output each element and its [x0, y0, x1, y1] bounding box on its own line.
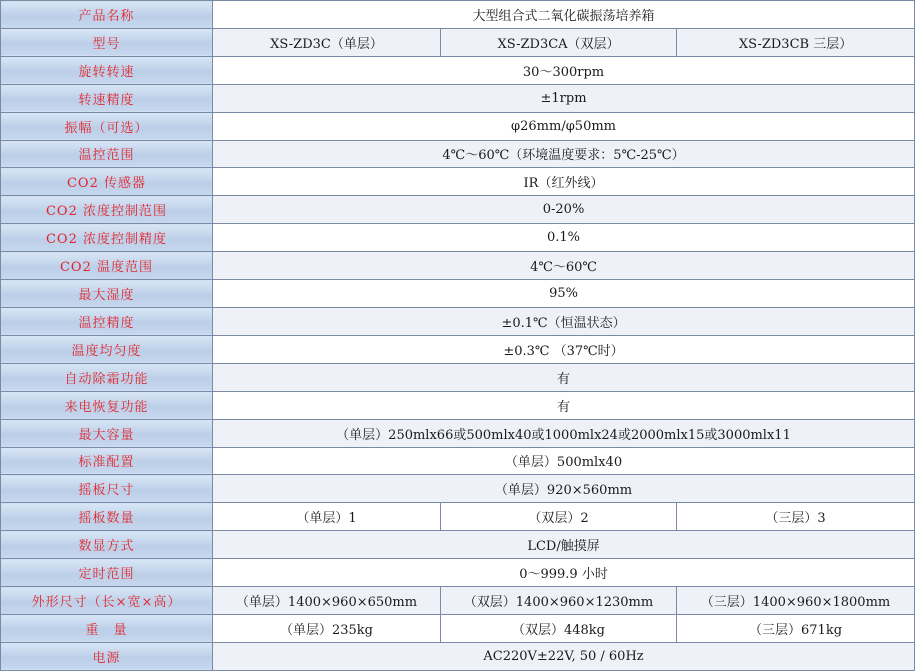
spec-row: [1, 335, 915, 363]
spec-label: 摇板数量: [1, 503, 213, 531]
spec-label: 温度均匀度: [1, 335, 213, 363]
spec-value: （单层）500mlx40: [213, 447, 915, 475]
spec-value: （单层）1400×960×650mm: [213, 587, 441, 615]
spec-value: ±0.3℃ （37℃时）: [213, 335, 915, 363]
spec-label: 重 量: [1, 614, 213, 642]
spec-label: CO2 传感器: [1, 168, 213, 196]
spec-value: （单层）250mlx66或500mlx40或1000mlx24或2000mlx15或3000mlx11: [213, 419, 915, 447]
spec-row: [1, 531, 915, 559]
spec-row: [1, 140, 915, 168]
spec-label: 自动除霜功能: [1, 363, 213, 391]
spec-value: 0-20%: [213, 196, 915, 224]
spec-row: [1, 475, 915, 503]
spec-row: [1, 391, 915, 419]
spec-value: （双层）448kg: [441, 614, 677, 642]
spec-row: [1, 280, 915, 308]
spec-row: [1, 307, 915, 335]
spec-row: [1, 642, 915, 670]
spec-label: 温控精度: [1, 307, 213, 335]
spec-value: （三层）3: [677, 503, 915, 531]
spec-value: 4℃～60℃（环境温度要求：5℃-25℃）: [213, 140, 915, 168]
spec-row: [1, 28, 915, 56]
spec-label: 旋转转速: [1, 56, 213, 84]
spec-value: AC220V±22V, 50 / 60Hz: [213, 642, 915, 670]
spec-value: （三层）671kg: [677, 614, 915, 642]
spec-table-body: [1, 1, 915, 671]
spec-label: 型号: [1, 28, 213, 56]
spec-row: [1, 84, 915, 112]
spec-value: 30～300rpm: [213, 56, 915, 84]
spec-row: [1, 587, 915, 615]
spec-value: （三层）1400×960×1800mm: [677, 587, 915, 615]
spec-row: [1, 196, 915, 224]
spec-value: XS-ZD3C（单层）: [213, 28, 441, 56]
spec-label: 电源: [1, 642, 213, 670]
spec-label: 温控范围: [1, 140, 213, 168]
spec-value: IR（红外线）: [213, 168, 915, 196]
spec-value: 4℃～60℃: [213, 252, 915, 280]
spec-value: （双层）1400×960×1230mm: [441, 587, 677, 615]
spec-value: ±1rpm: [213, 84, 915, 112]
spec-value: 大型组合式二氧化碳振荡培养箱: [213, 1, 915, 29]
spec-label: 摇板尺寸: [1, 475, 213, 503]
spec-row: [1, 1, 915, 29]
spec-value: （单层）235kg: [213, 614, 441, 642]
spec-label: 转速精度: [1, 84, 213, 112]
spec-value: φ26mm/φ50mm: [213, 112, 915, 140]
spec-label: 来电恢复功能: [1, 391, 213, 419]
spec-label: 最大湿度: [1, 280, 213, 308]
spec-row: [1, 503, 915, 531]
spec-label: 数显方式: [1, 531, 213, 559]
spec-row: [1, 419, 915, 447]
spec-value: （单层）920×560mm: [213, 475, 915, 503]
spec-row: [1, 252, 915, 280]
spec-value: 有: [213, 391, 915, 419]
spec-value: XS-ZD3CA（双层）: [441, 28, 677, 56]
spec-label: 振幅（可选）: [1, 112, 213, 140]
spec-row: [1, 614, 915, 642]
spec-value: 0.1%: [213, 224, 915, 252]
spec-label: CO2 浓度控制精度: [1, 224, 213, 252]
spec-row: [1, 112, 915, 140]
spec-row: [1, 559, 915, 587]
spec-value: ±0.1℃（恒温状态）: [213, 307, 915, 335]
spec-label: 最大容量: [1, 419, 213, 447]
spec-value: LCD/触摸屏: [213, 531, 915, 559]
spec-row: [1, 447, 915, 475]
spec-row: [1, 224, 915, 252]
spec-value: XS-ZD3CB 三层）: [677, 28, 915, 56]
spec-label: 标准配置: [1, 447, 213, 475]
spec-row: [1, 168, 915, 196]
spec-label: 产品名称: [1, 1, 213, 29]
spec-value: 95%: [213, 280, 915, 308]
spec-value: （单层）1: [213, 503, 441, 531]
spec-label: CO2 浓度控制范围: [1, 196, 213, 224]
spec-label: 定时范围: [1, 559, 213, 587]
spec-label: 外形尺寸（长×宽×高）: [1, 587, 213, 615]
spec-label: CO2 温度范围: [1, 252, 213, 280]
spec-value: 有: [213, 363, 915, 391]
spec-value: （双层）2: [441, 503, 677, 531]
spec-value: 0～999.9 小时: [213, 559, 915, 587]
spec-row: [1, 56, 915, 84]
spec-row: [1, 363, 915, 391]
